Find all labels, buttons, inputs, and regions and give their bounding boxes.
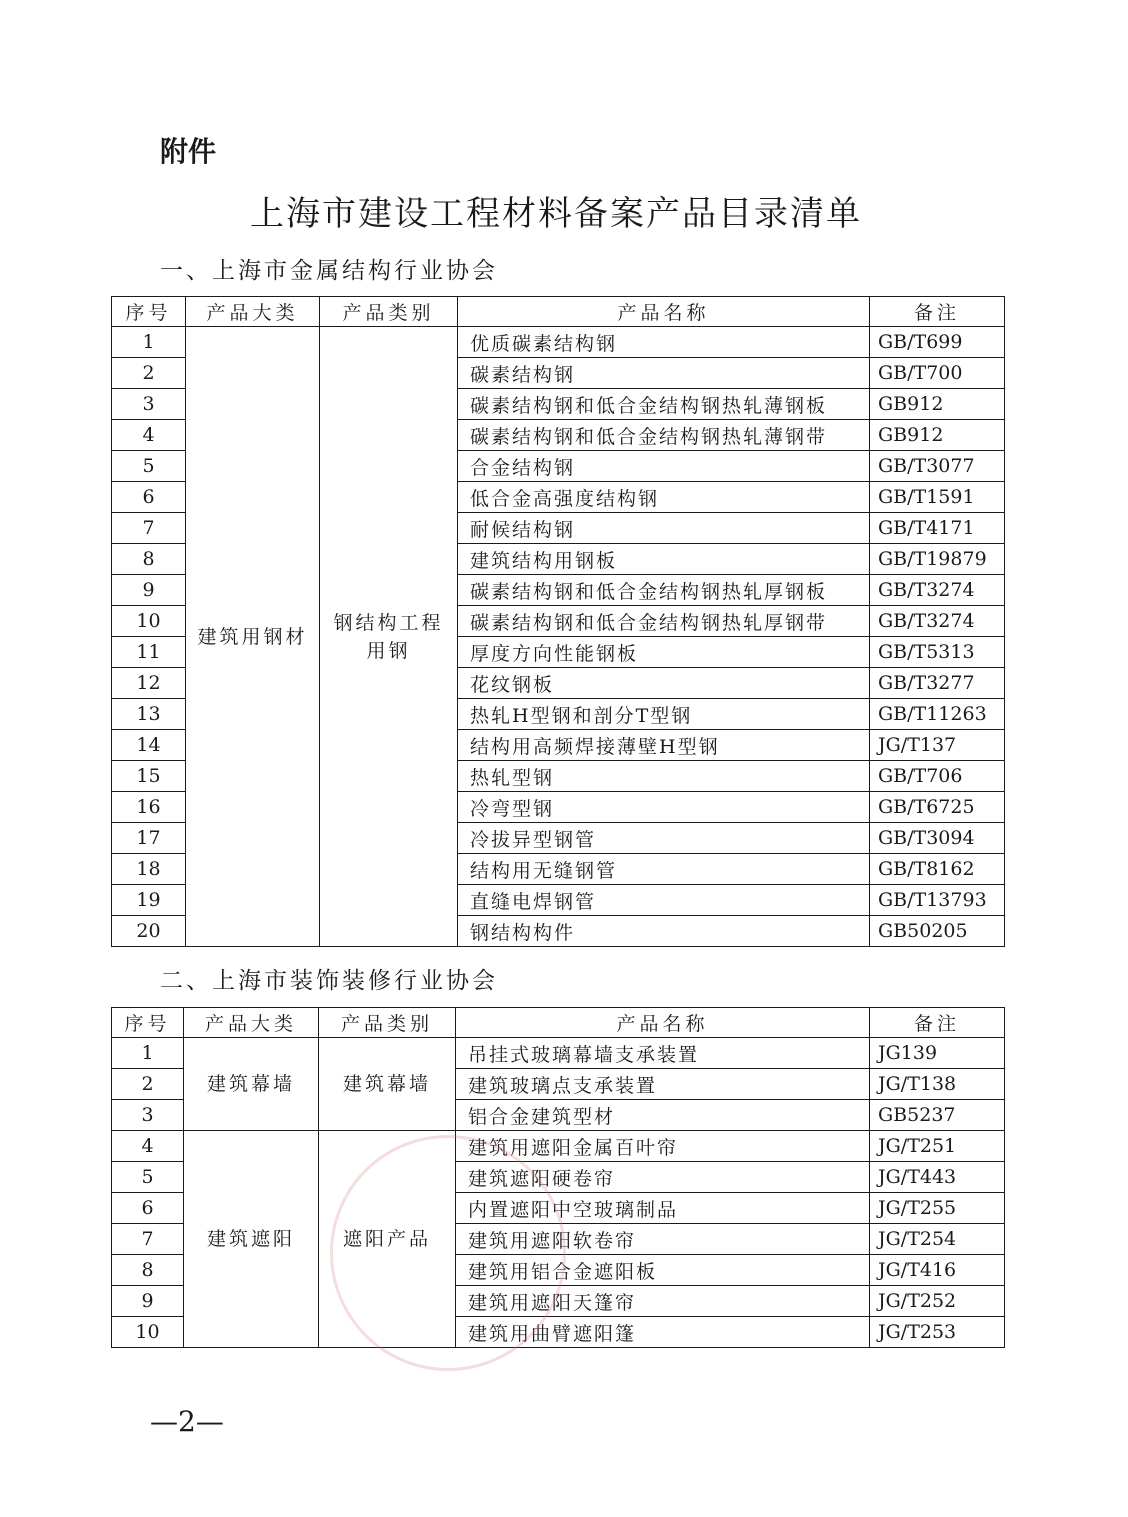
product-name-cell: 碳素结构钢和低合金结构钢热轧厚钢带 [458, 606, 870, 637]
product-name-cell: 冷弯型钢 [458, 792, 870, 823]
row-number: 9 [112, 1286, 184, 1317]
header-no: 序号 [112, 297, 186, 327]
product-name-cell: 碳素结构钢和低合金结构钢热轧薄钢板 [458, 389, 870, 420]
row-number: 11 [112, 637, 186, 668]
table-row [112, 1038, 1005, 1069]
standard-code-cell: JG/T252 [870, 1286, 1005, 1317]
product-name-cell: 耐候结构钢 [458, 513, 870, 544]
product-name-cell: 建筑用遮阳软卷帘 [456, 1224, 870, 1255]
product-name-cell: 吊挂式玻璃幕墙支承装置 [456, 1038, 870, 1069]
row-number: 2 [112, 358, 186, 389]
product-name-cell: 热轧H型钢和剖分T型钢 [458, 699, 870, 730]
standard-code-cell: GB/T700 [870, 358, 1005, 389]
attachment-label: 附件 [160, 135, 217, 168]
header-category: 产品大类 [184, 1008, 319, 1038]
standard-code-cell: GB/T6725 [870, 792, 1005, 823]
row-number: 6 [112, 1193, 184, 1224]
product-name-cell: 优质碳素结构钢 [458, 327, 870, 358]
product-name-cell: 结构用高频焊接薄壁H型钢 [458, 730, 870, 761]
row-number: 17 [112, 823, 186, 854]
standard-code-cell: GB/T699 [870, 327, 1005, 358]
header-type: 产品类别 [319, 1008, 456, 1038]
product-type-cell: 钢结构工程用钢 [320, 327, 458, 947]
standard-code-cell: JG/T137 [870, 730, 1005, 761]
header-no: 序号 [112, 1008, 184, 1038]
standard-code-cell: GB/T1591 [870, 482, 1005, 513]
standard-code-cell: GB/T3274 [870, 606, 1005, 637]
header-note: 备注 [870, 297, 1005, 327]
standard-code-cell: GB912 [870, 389, 1005, 420]
row-number: 13 [112, 699, 186, 730]
row-number: 3 [112, 1100, 184, 1131]
standard-code-cell: JG/T443 [870, 1162, 1005, 1193]
standard-code-cell: GB/T5313 [870, 637, 1005, 668]
product-name-cell: 建筑遮阳硬卷帘 [456, 1162, 870, 1193]
product-name-cell: 直缝电焊钢管 [458, 885, 870, 916]
header-product-name: 产品名称 [456, 1008, 870, 1038]
header-type: 产品类别 [320, 297, 458, 327]
product-name-cell: 建筑玻璃点支承装置 [456, 1069, 870, 1100]
product-name-cell: 建筑用铝合金遮阳板 [456, 1255, 870, 1286]
standard-code-cell: JG139 [870, 1038, 1005, 1069]
table-row [112, 1131, 1005, 1162]
standard-code-cell: JG/T255 [870, 1193, 1005, 1224]
table-row [112, 327, 1005, 358]
standard-code-cell: GB912 [870, 420, 1005, 451]
product-category-cell: 建筑遮阳 [184, 1131, 319, 1348]
row-number: 5 [112, 451, 186, 482]
section-heading-1: 一、上海市金属结构行业协会 [160, 258, 498, 284]
row-number: 4 [112, 1131, 184, 1162]
row-number: 19 [112, 885, 186, 916]
standard-code-cell: GB/T706 [870, 761, 1005, 792]
product-name-cell: 花纹钢板 [458, 668, 870, 699]
product-name-cell: 建筑结构用钢板 [458, 544, 870, 575]
document-title: 上海市建设工程材料备案产品目录清单 [250, 194, 862, 234]
row-number: 16 [112, 792, 186, 823]
row-number: 7 [112, 513, 186, 544]
row-number: 14 [112, 730, 186, 761]
standard-code-cell: JG/T251 [870, 1131, 1005, 1162]
header-product-name: 产品名称 [458, 297, 870, 327]
product-name-cell: 建筑用遮阳天篷帘 [456, 1286, 870, 1317]
product-type-cell: 遮阳产品 [319, 1131, 456, 1348]
row-number: 10 [112, 606, 186, 637]
row-number: 6 [112, 482, 186, 513]
row-number: 8 [112, 544, 186, 575]
standard-code-cell: GB/T8162 [870, 854, 1005, 885]
standard-code-cell: JG/T253 [870, 1317, 1005, 1348]
product-name-cell: 碳素结构钢和低合金结构钢热轧薄钢带 [458, 420, 870, 451]
row-number: 1 [112, 327, 186, 358]
standard-code-cell: GB50205 [870, 916, 1005, 947]
row-number: 2 [112, 1069, 184, 1100]
header-category: 产品大类 [186, 297, 320, 327]
standard-code-cell: GB/T11263 [870, 699, 1005, 730]
product-table-decoration [111, 1007, 1005, 1348]
row-number: 4 [112, 420, 186, 451]
row-number: 3 [112, 389, 186, 420]
standard-code-cell: GB/T4171 [870, 513, 1005, 544]
row-number: 15 [112, 761, 186, 792]
standard-code-cell: GB/T13793 [870, 885, 1005, 916]
row-number: 18 [112, 854, 186, 885]
product-name-cell: 建筑用曲臂遮阳篷 [456, 1317, 870, 1348]
standard-code-cell: GB/T19879 [870, 544, 1005, 575]
row-number: 5 [112, 1162, 184, 1193]
product-table-metal [111, 296, 1005, 947]
product-category-cell: 建筑用钢材 [186, 327, 320, 947]
product-name-cell: 低合金高强度结构钢 [458, 482, 870, 513]
standard-code-cell: GB/T3094 [870, 823, 1005, 854]
row-number: 12 [112, 668, 186, 699]
row-number: 7 [112, 1224, 184, 1255]
standard-code-cell: GB/T3274 [870, 575, 1005, 606]
product-name-cell: 热轧型钢 [458, 761, 870, 792]
header-note: 备注 [870, 1008, 1005, 1038]
product-name-cell: 冷拔异型钢管 [458, 823, 870, 854]
standard-code-cell: JG/T138 [870, 1069, 1005, 1100]
product-name-cell: 碳素结构钢和低合金结构钢热轧厚钢板 [458, 575, 870, 606]
product-name-cell: 合金结构钢 [458, 451, 870, 482]
row-number: 10 [112, 1317, 184, 1348]
standard-code-cell: GB5237 [870, 1100, 1005, 1131]
product-name-cell: 铝合金建筑型材 [456, 1100, 870, 1131]
row-number: 1 [112, 1038, 184, 1069]
section-heading-2: 二、上海市装饰装修行业协会 [160, 968, 498, 994]
product-category-cell: 建筑幕墙 [184, 1038, 319, 1131]
standard-code-cell: JG/T254 [870, 1224, 1005, 1255]
row-number: 9 [112, 575, 186, 606]
standard-code-cell: GB/T3277 [870, 668, 1005, 699]
product-name-cell: 厚度方向性能钢板 [458, 637, 870, 668]
product-name-cell: 结构用无缝钢管 [458, 854, 870, 885]
product-name-cell: 内置遮阳中空玻璃制品 [456, 1193, 870, 1224]
standard-code-cell: GB/T3077 [870, 451, 1005, 482]
row-number: 8 [112, 1255, 184, 1286]
product-name-cell: 碳素结构钢 [458, 358, 870, 389]
product-name-cell: 建筑用遮阳金属百叶帘 [456, 1131, 870, 1162]
page-number: —2— [150, 1405, 224, 1438]
row-number: 20 [112, 916, 186, 947]
product-name-cell: 钢结构构件 [458, 916, 870, 947]
standard-code-cell: JG/T416 [870, 1255, 1005, 1286]
product-type-cell: 建筑幕墙 [319, 1038, 456, 1131]
